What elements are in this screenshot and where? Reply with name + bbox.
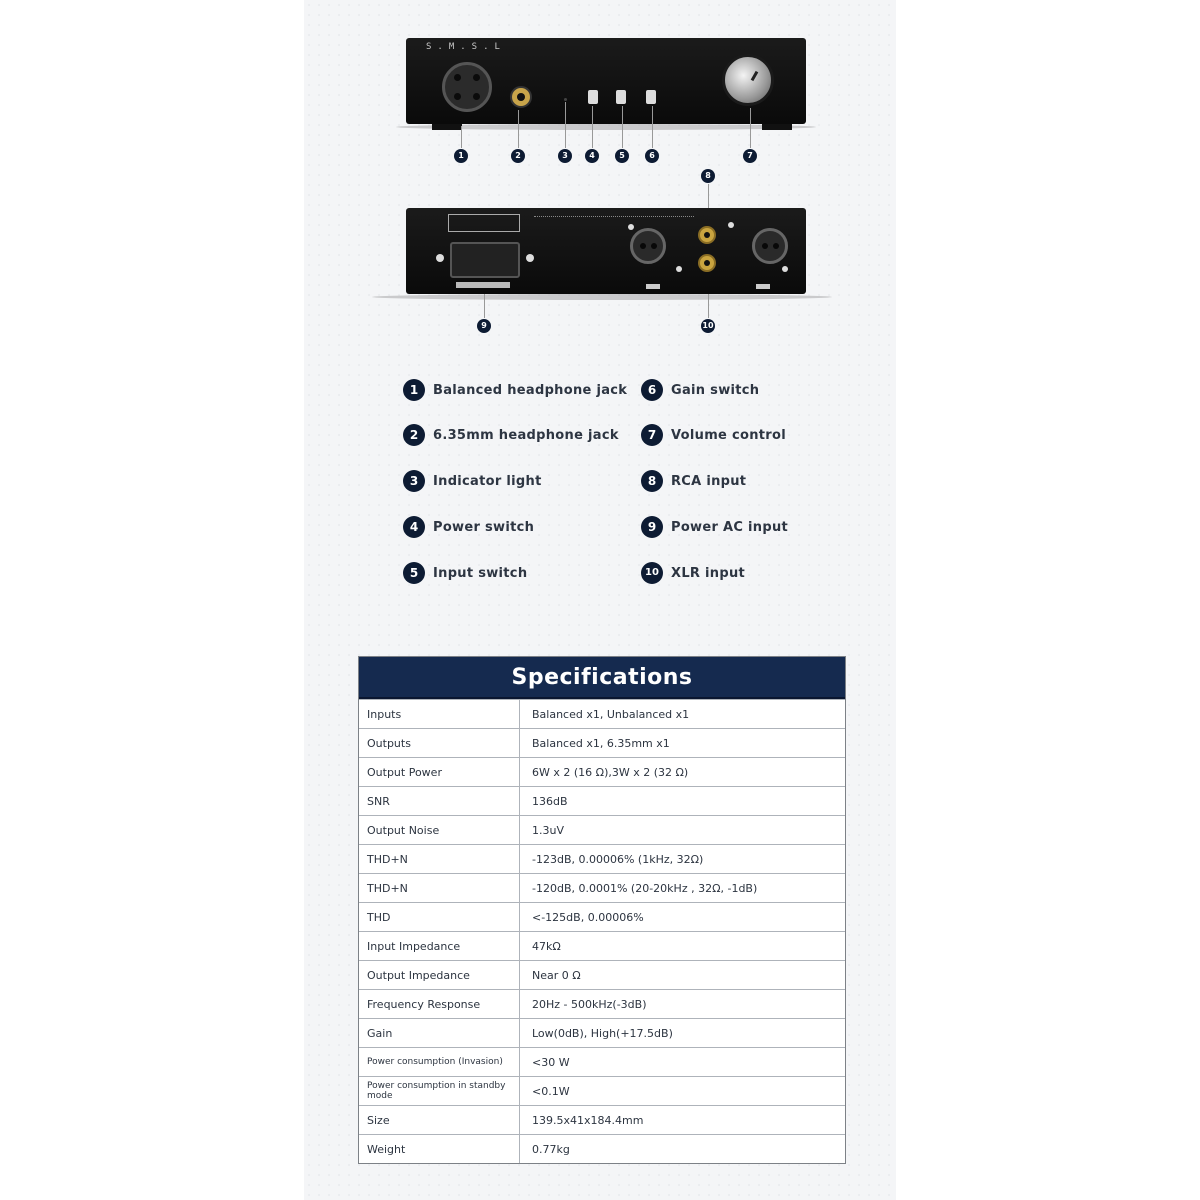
legend-item (641, 378, 759, 402)
rca-input-icon (698, 254, 716, 272)
callout-8: 8 (701, 169, 715, 183)
table-row (359, 699, 845, 728)
legend-number: 1 (403, 379, 425, 401)
legend-number: 8 (641, 470, 663, 492)
spec-key: Output Noise (359, 816, 520, 844)
spec-key: THD (359, 903, 520, 931)
legend-item (403, 515, 534, 539)
legend-label: Input switch (433, 565, 528, 581)
callout-4: 4 (585, 149, 599, 163)
callout-leader (565, 102, 566, 148)
spec-key: Output Impedance (359, 961, 520, 989)
callout-leader (484, 294, 485, 318)
legend-item (403, 469, 542, 493)
legend-item (641, 561, 745, 585)
front-panel-image (406, 38, 806, 124)
spec-key: Weight (359, 1135, 520, 1163)
legend-label: RCA input (671, 473, 747, 489)
legend-item (403, 378, 627, 402)
screw-icon (676, 266, 682, 272)
device-foot (762, 124, 792, 130)
table-row (359, 1018, 845, 1047)
rating-label (456, 282, 510, 288)
spec-key: Power consumption in standby mode (359, 1077, 520, 1105)
table-row (359, 815, 845, 844)
table-row (359, 786, 845, 815)
xlr-input-icon (630, 228, 666, 264)
callout-leader (622, 106, 623, 148)
table-row (359, 728, 845, 757)
spec-value: 0.77kg (532, 1142, 570, 1156)
spec-value: <-125dB, 0.00006% (532, 910, 644, 924)
legend-number: 3 (403, 470, 425, 492)
table-row (359, 931, 845, 960)
screw-icon (436, 254, 444, 262)
table-row (359, 989, 845, 1018)
spec-value: 20Hz - 500kHz(-3dB) (532, 997, 647, 1011)
legend-item (641, 469, 746, 493)
legend-label: 6.35mm headphone jack (433, 427, 619, 443)
table-row (359, 1134, 845, 1163)
spec-key: Power consumption (Invasion) (359, 1048, 520, 1076)
spec-value: 6W x 2 (16 Ω),3W x 2 (32 Ω) (532, 765, 689, 779)
fine-print-label (534, 216, 694, 221)
callout-6: 6 (645, 149, 659, 163)
connector-tag (646, 284, 660, 289)
legend-number: 10 (641, 562, 663, 584)
legend-item (403, 561, 527, 585)
callout-leader (461, 126, 462, 148)
legend-label: Indicator light (433, 473, 542, 489)
legend-label: Volume control (671, 427, 786, 443)
screw-icon (728, 222, 734, 228)
callout-5: 5 (615, 149, 629, 163)
callout-3: 3 (558, 149, 572, 163)
callout-9: 9 (477, 319, 491, 333)
callout-leader (750, 108, 751, 148)
spec-value: 1.3uV (532, 823, 564, 837)
balanced-headphone-jack-icon (442, 62, 492, 112)
ac-power-inlet-icon (450, 242, 520, 278)
spec-value: 47kΩ (532, 939, 561, 953)
spec-key: Inputs (359, 700, 520, 728)
spec-key: Size (359, 1106, 520, 1134)
callout-leader (652, 106, 653, 148)
spec-key: THD+N (359, 874, 520, 902)
spec-key: THD+N (359, 845, 520, 873)
brand-logo: S.M.S.L (426, 42, 506, 52)
spec-value: Balanced x1, 6.35mm x1 (532, 736, 670, 750)
table-row (359, 844, 845, 873)
spec-key: Output Power (359, 758, 520, 786)
callout-leader (518, 110, 519, 148)
table-row (359, 902, 845, 931)
table-row (359, 1047, 845, 1076)
spec-value: Low(0dB), High(+17.5dB) (532, 1026, 673, 1040)
callout-10: 10 (701, 319, 715, 333)
table-row (359, 757, 845, 786)
specifications-table (358, 656, 846, 1164)
callout-1: 1 (454, 149, 468, 163)
power-switch-icon (588, 90, 598, 104)
spec-value: -120dB, 0.0001% (20-20kHz , 32Ω, -1dB) (532, 881, 758, 895)
headphone-jack-icon (510, 86, 532, 108)
legend-number: 7 (641, 424, 663, 446)
spec-value: Near 0 Ω (532, 968, 581, 982)
screw-icon (628, 224, 634, 230)
legend-item (641, 515, 788, 539)
callout-7: 7 (743, 149, 757, 163)
volume-knob-icon (722, 54, 774, 106)
callout-leader (592, 106, 593, 148)
specifications-title: Specifications (359, 657, 845, 699)
spec-key: Input Impedance (359, 932, 520, 960)
legend-number: 5 (403, 562, 425, 584)
spec-key: Outputs (359, 729, 520, 757)
table-row (359, 1076, 845, 1105)
rca-input-icon (698, 226, 716, 244)
callout-leader (708, 184, 709, 210)
legend-item (403, 423, 619, 447)
screw-icon (526, 254, 534, 262)
legend-number: 4 (403, 516, 425, 538)
spec-value: 139.5x41x184.4mm (532, 1113, 644, 1127)
gain-switch-icon (646, 90, 656, 104)
connector-tag (756, 284, 770, 289)
legend-label: Power AC input (671, 519, 789, 535)
spec-value: <30 W (532, 1055, 570, 1069)
rear-panel-image (406, 208, 806, 294)
indicator-light-icon (564, 98, 567, 101)
legend-label: Gain switch (671, 382, 760, 398)
table-row (359, 960, 845, 989)
input-switch-icon (616, 90, 626, 104)
spec-key: SNR (359, 787, 520, 815)
spec-value: 136dB (532, 794, 568, 808)
legend-item (641, 423, 786, 447)
spec-key: Frequency Response (359, 990, 520, 1018)
warning-label (448, 214, 520, 232)
table-row (359, 873, 845, 902)
callout-leader (708, 294, 709, 318)
spec-value: -123dB, 0.00006% (1kHz, 32Ω) (532, 852, 704, 866)
legend-number: 2 (403, 424, 425, 446)
callout-2: 2 (511, 149, 525, 163)
legend-label: XLR input (671, 565, 746, 581)
xlr-input-icon (752, 228, 788, 264)
screw-icon (782, 266, 788, 272)
legend-number: 6 (641, 379, 663, 401)
table-row (359, 1105, 845, 1134)
device-foot (432, 124, 462, 130)
device-shadow (372, 294, 832, 300)
legend-number: 9 (641, 516, 663, 538)
spec-key: Gain (359, 1019, 520, 1047)
spec-value: Balanced x1, Unbalanced x1 (532, 707, 690, 721)
spec-value: <0.1W (532, 1084, 570, 1098)
legend-label: Balanced headphone jack (433, 382, 628, 398)
legend-label: Power switch (433, 519, 535, 535)
